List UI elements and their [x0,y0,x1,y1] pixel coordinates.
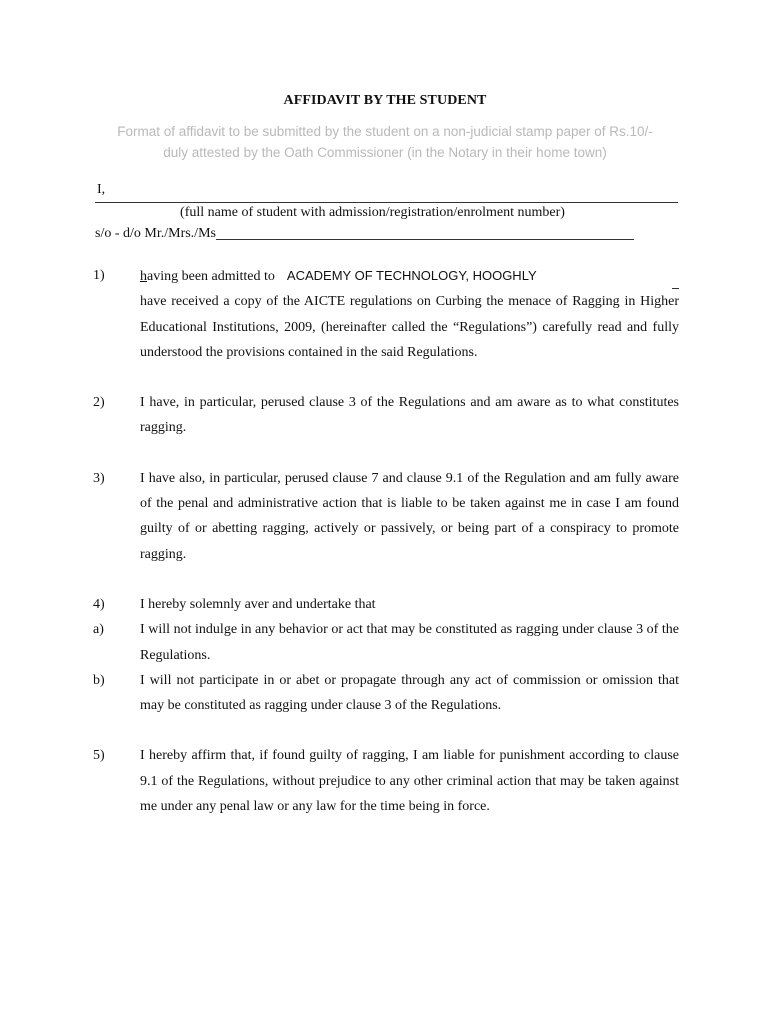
admitted-to-line [140,263,679,289]
clause-number: 5) [93,748,105,764]
parent-name-line [95,224,678,244]
clauses-list [93,263,679,819]
instruction-note [60,121,710,163]
parent-name-field[interactable] [216,225,634,240]
admitted-prefix [140,264,275,289]
admitted-prefix-rest: aving been admitted to [147,269,275,284]
institute-line-end [672,288,679,289]
clause-1 [93,263,679,365]
institute-name-value: ACADEMY OF TECHNOLOGY, HOOGHLY [286,268,537,283]
clause-text: I will not indulge in any behavior or act that may be constituted as ragging under clause 3 of the Regulations. [140,622,679,663]
clause-4 [93,592,679,617]
institute-name-field[interactable] [275,263,679,288]
clause-number: a) [93,622,104,638]
clause-number: 1) [93,268,105,283]
clause-text: I have, in particular, perused clause 3 of the Regulations and am aware as to what constitutes ragging. [140,395,679,436]
clause-text: I have also, in particular, perused clause 7 and clause 9.1 of the Regulation and am fully aware of the penal and administrative action that is liable to be taken against me in case I am found guilty of or abetting ragging, actively or passively, or being part of a conspiracy to promote ragging. [140,470,679,562]
clause-text: I will not participate in or abet or propagate through any act of commission or omission that may be constituted as ragging under clause 3 of the Regulations. [140,672,679,714]
clause-body [140,263,679,365]
document-title: AFFIDAVIT BY THE STUDENT [283,93,487,108]
clause-5 [93,743,679,819]
clause-text: I hereby solemnly aver and undertake that [140,596,376,612]
instruction-line-1: Format of affidavit to be submitted by the student on a non-judicial stamp paper of Rs.10/- [117,124,653,139]
student-name-caption: (full name of student with admission/registration/enrolment number) [180,205,565,220]
clause-3 [93,466,679,567]
clause-text: I hereby affirm that, if found guilty of ragging, I am liable for punishment according to clause 9.1 of the Regulations, without prejudice to any other criminal action that may be taken against me under any penal law or any law for the time being in force. [140,748,679,815]
i-label: I, [97,182,106,197]
clause-number: 4) [93,596,105,612]
instruction-line-2: duly attested by the Oath Commissioner (in the Notary in their home town) [163,145,607,160]
student-name-field[interactable] [95,180,678,203]
clause-2 [93,390,679,441]
clause-4a [93,617,679,668]
clause-number: b) [93,672,105,688]
clause-number: 3) [93,470,105,486]
admitted-prefix-first-letter: h [140,269,147,284]
student-name-section [95,180,678,244]
parent-label: s/o - d/o Mr./Mrs./Ms [95,226,216,241]
clause-text: have received a copy of the AICTE regulations on Curbing the menace of Ragging in Higher Educational Institutions, 2009, (hereinafter called the “Regulations”) carefully read and fully understood the provisions contained in the said Regulations. [140,294,679,360]
clause-4b [93,668,679,719]
clause-number: 2) [93,395,105,411]
